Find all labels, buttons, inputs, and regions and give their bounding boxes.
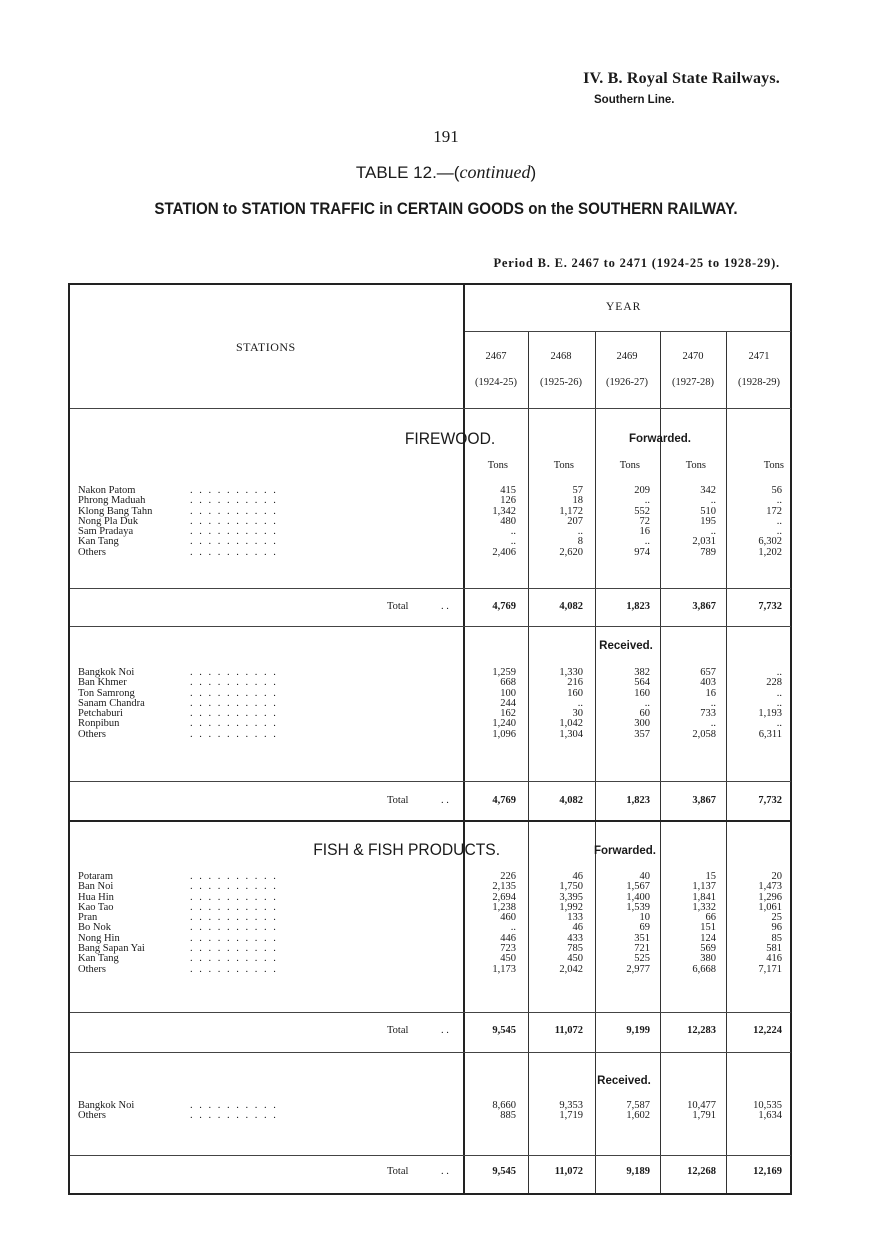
total-value: 4,769 [492,795,516,806]
value-column-2 [523,872,583,975]
table-title-continued: continued [459,162,531,182]
leader-dot-row: . . . . . . . . . . [190,1100,278,1111]
table-cell: 2,694 [492,891,516,903]
station-name: Sanam Chandra [78,697,145,709]
value-column-5 [722,1101,782,1122]
table-cell: 10,477 [687,1100,716,1111]
total-value: 12,224 [753,1025,782,1036]
table-cell: 10 [639,912,650,924]
table-cell: 6,302 [758,536,782,548]
table-cell: 18 [572,495,583,507]
table-cell: 1,719 [559,1110,583,1122]
table-cell: 2,135 [492,881,516,893]
station-name: Potaram [78,871,113,882]
table-cell: 30 [572,708,583,720]
leader-dot-row: . . . . . . . . . . [190,677,278,689]
leader-dot-row: . . . . . . . . . . [190,515,278,527]
station-name: Pran [78,912,98,924]
table-cell: 357 [634,728,650,740]
table-cell: 1,602 [626,1110,650,1122]
value-column-1 [456,872,516,975]
table-cell: .. [644,536,650,548]
table-cell: 450 [500,953,516,965]
table-cell: 789 [700,546,716,558]
table-cell: 69 [639,922,650,934]
total-value: 11,072 [554,1166,583,1177]
table-cell: 2,620 [559,546,583,558]
span-1925-26: (1925-26) [540,377,582,388]
unit-col4: Tons [685,460,706,471]
total-value: 4,082 [559,601,583,612]
value-column-3 [590,668,650,740]
table-cell: 525 [634,953,650,965]
total-value: 3,867 [692,795,716,806]
table-cell: 57 [572,485,583,496]
table-cell: 16 [639,526,650,538]
span-1924-25: (1924-25) [475,377,517,388]
station-name: Others [78,1110,106,1122]
table-cell: 1,096 [492,728,516,740]
table-cell: 552 [634,505,650,517]
leader-dot-row: . . . . . . . . . . [190,953,278,965]
table-cell: 1,238 [492,901,516,913]
page-number: 191 [433,127,459,146]
table-cell: 16 [705,687,716,699]
leader-dot-row: . . . . . . . . . . [190,687,278,699]
table-cell: 1,202 [758,546,782,558]
station-name: Ban Khmer [78,677,127,689]
leader-dots [190,486,278,558]
table-cell: .. [710,495,716,507]
table-cell: 450 [567,953,583,965]
table-cell: .. [776,697,782,709]
table-cell: 2,031 [692,536,716,548]
total-dots: . . [441,1025,449,1036]
period-line: Period B. E. 2467 to 2471 (1924-25 to 1928-29). [493,256,780,270]
table-cell: 72 [639,515,650,527]
leader-dot-row: . . . . . . . . . . [190,728,278,740]
station-names [78,486,152,558]
table-cell: 974 [634,546,650,558]
table-cell: .. [776,667,782,678]
table-cell: 228 [766,677,782,689]
table-subtitle: STATION to STATION TRAFFIC in CERTAIN GOODS on the SOUTHERN RAILWAY. [154,200,738,218]
table-cell: 415 [500,485,516,496]
total-value: 1,823 [626,601,650,612]
leader-dots [190,1101,278,1122]
table-cell: 6,311 [758,728,782,740]
total-value: 4,769 [492,601,516,612]
leader-dot-row: . . . . . . . . . . [190,963,278,975]
leader-dot-row: . . . . . . . . . . [190,881,278,893]
value-column-1 [456,486,516,558]
total-value: 3,867 [692,601,716,612]
table-cell: 60 [639,708,650,720]
leader-dot-row: . . . . . . . . . . [190,912,278,924]
table-cell: .. [510,922,516,934]
table-cell: 668 [500,677,516,689]
value-column-3 [590,486,650,558]
leader-dot-row: . . . . . . . . . . [190,943,278,955]
table-cell: 162 [500,708,516,720]
firewood-forwarded-label: Forwarded. [629,433,691,445]
leader-dot-row: . . . . . . . . . . [190,546,278,558]
table-cell: .. [577,697,583,709]
table-cell: 20 [771,871,782,882]
table-cell: 1,992 [559,901,583,913]
table-cell: 1,539 [626,901,650,913]
station-name: Ban Noi [78,881,114,893]
table-cell: 160 [567,687,583,699]
table-cell: 1,750 [559,881,583,893]
leader-dot-row: . . . . . . . . . . [190,891,278,903]
table-cell: 1,634 [758,1110,782,1122]
value-column-2 [523,1101,583,1122]
leader-dot-row: . . . . . . . . . . [190,667,278,678]
total-value: 9,189 [626,1166,650,1177]
table-cell: 226 [500,871,516,882]
table-cell: 733 [700,708,716,720]
span-1927-28: (1927-28) [672,377,714,388]
value-column-1 [456,668,516,740]
unit-col5: Tons [763,460,784,471]
station-name: Bang Sapan Yai [78,943,145,955]
station-name: Bo Nok [78,922,111,934]
leader-dot-row: . . . . . . . . . . [190,1110,278,1122]
table-cell: 569 [700,943,716,955]
leader-dot-row: . . . . . . . . . . [190,485,278,496]
table-cell: 216 [567,677,583,689]
value-column-3 [590,872,650,975]
table-cell: 2,406 [492,546,516,558]
total-value: 7,732 [758,601,782,612]
leader-dot-row: . . . . . . . . . . [190,536,278,548]
table-cell: .. [644,697,650,709]
station-name: Bangkok Noi [78,667,135,678]
leader-dots [190,668,278,740]
table-cell: 46 [572,922,583,934]
table-cell: 1,259 [492,667,516,678]
station-name: Kao Tao [78,901,114,913]
leader-dot-row: . . . . . . . . . . [190,932,278,944]
leader-dot-row: . . . . . . . . . . [190,922,278,934]
station-name: Others [78,728,106,740]
span-1926-27: (1926-27) [606,377,648,388]
station-name: Kan Tang [78,536,119,548]
table-cell: 723 [500,943,516,955]
station-name: Ronpibun [78,718,120,730]
table-cell: .. [710,697,716,709]
table-cell: 564 [634,677,650,689]
station-name: Ton Samrong [78,687,135,699]
firewood-title: FIREWOOD. [404,429,495,448]
total-value: 12,268 [687,1166,716,1177]
table-cell: 382 [634,667,650,678]
year-2468: 2468 [550,351,572,362]
leader-dot-row: . . . . . . . . . . [190,505,278,517]
fish-forwarded-label: Forwarded. [594,845,656,857]
year-2471: 2471 [748,351,770,362]
table-cell: .. [776,495,782,507]
station-name: Phrong Maduah [78,495,146,507]
total-dots: . . [441,795,449,806]
total-value: 12,283 [687,1025,716,1036]
value-column-4 [656,486,716,558]
fish-title: FISH & FISH PRODUCTS. [313,840,500,859]
firewood-forwarded-total-label: Total [387,601,409,612]
value-column-3 [590,1101,650,1122]
total-dots: . . [441,1166,449,1177]
table-cell: 56 [771,485,782,496]
unit-col1: Tons [487,460,508,471]
table-cell: 1,061 [758,901,782,913]
table-cell: .. [776,526,782,538]
leader-dots [190,872,278,975]
table-cell: 1,173 [492,963,516,975]
table-cell: 124 [700,932,716,944]
total-value: 1,823 [626,795,650,806]
table-cell: .. [776,515,782,527]
table-cell: 403 [700,677,716,689]
table-cell: 1,296 [758,891,782,903]
fish-forwarded-total-label: Total [387,1025,409,1036]
table-cell: .. [776,718,782,730]
station-name: Nakon Patom [78,485,136,496]
station-name: Bangkok Noi [78,1100,135,1111]
table-cell: 195 [700,515,716,527]
table-cell: .. [510,526,516,538]
table-cell: 380 [700,953,716,965]
table-cell: 1,567 [626,881,650,893]
table-cell: 1,342 [492,505,516,517]
firewood-received-label: Received. [599,640,653,652]
station-name: Hua Hin [78,891,114,903]
table-title-suffix: ) [530,163,537,182]
year-header: YEAR [606,301,642,313]
station-name: Others [78,963,106,975]
table-cell: 46 [572,871,583,882]
leader-dot-row: . . . . . . . . . . [190,526,278,538]
table-cell: 2,042 [559,963,583,975]
table-cell: .. [776,687,782,699]
table-cell: 1,841 [692,891,716,903]
rule-fw-recv-total-top [70,781,791,782]
leader-dot-row: . . . . . . . . . . [190,901,278,913]
total-value: 7,732 [758,795,782,806]
station-name: Petchaburi [78,708,123,720]
table-cell: 25 [771,912,782,924]
total-value: 11,072 [554,1025,583,1036]
table-cell: 1,473 [758,881,782,893]
table-cell: 1,240 [492,718,516,730]
total-value: 12,169 [753,1166,782,1177]
table-cell: 96 [771,922,782,934]
value-column-5 [722,668,782,740]
value-column-4 [656,872,716,975]
table-title [0,162,892,183]
table-cell: 133 [567,912,583,924]
stations-header: STATIONS [236,340,296,354]
table-cell: 244 [500,697,516,709]
rule-fish-total-top [70,1012,791,1013]
table-cell: .. [710,526,716,538]
table-cell: 885 [500,1110,516,1122]
fish-received-total-label: Total [387,1166,409,1177]
table-cell: 172 [766,505,782,517]
unit-col3: Tons [619,460,640,471]
table-cell: 300 [634,718,650,730]
value-column-1 [456,1101,516,1122]
rule-section-divider [70,820,791,822]
table-cell: 100 [500,687,516,699]
table-cell: 1,172 [559,505,583,517]
year-2470: 2470 [682,351,704,362]
table-cell: .. [710,718,716,730]
table-cell: 66 [705,912,716,924]
rule-col4-right [726,332,727,1193]
leader-dot-row: . . . . . . . . . . [190,708,278,720]
rule-fish-recv-total-top [70,1155,791,1156]
rule-fish-total-bottom [70,1052,791,1053]
table-cell: 3,395 [559,891,583,903]
table-cell: 8,660 [492,1100,516,1111]
station-names [78,668,145,740]
total-dots: . . [441,601,449,612]
table-cell: 480 [500,515,516,527]
fish-received-label: Received. [597,1075,651,1087]
station-name: Nong Hin [78,932,120,944]
value-column-5 [722,486,782,558]
leader-dot-row: . . . . . . . . . . [190,697,278,709]
table-cell: 40 [639,871,650,882]
year-2469: 2469 [616,351,638,362]
table-cell: 460 [500,912,516,924]
table-cell: 1,137 [692,881,716,893]
value-column-4 [656,668,716,740]
table-title-prefix: TABLE 12.—( [355,163,460,182]
table-cell: 7,587 [626,1100,650,1111]
table-cell: 342 [700,485,716,496]
rule-year-bottom [465,331,791,332]
table-cell: 1,304 [559,728,583,740]
rule-fw-total-bottom [70,626,791,627]
table-cell: 581 [766,943,782,955]
table-cell: .. [577,526,583,538]
station-names [78,1101,134,1122]
leader-dot-row: . . . . . . . . . . [190,871,278,882]
value-column-2 [523,486,583,558]
leader-dot-row: . . . . . . . . . . [190,718,278,730]
table-cell: 1,400 [626,891,650,903]
station-name: Klong Bang Tahn [78,505,153,517]
line-subheading: Southern Line. [594,94,675,106]
table-cell: 6,668 [692,963,716,975]
firewood-received-total-label: Total [387,795,409,806]
total-value: 9,545 [492,1166,516,1177]
table-cell: 510 [700,505,716,517]
table-cell: 207 [567,515,583,527]
table-cell: .. [644,495,650,507]
value-column-2 [523,668,583,740]
leader-dot-row: . . . . . . . . . . [190,495,278,507]
table-cell: 1,330 [559,667,583,678]
table-cell: 1,332 [692,901,716,913]
table-cell: 1,193 [758,708,782,720]
table-cell: 151 [700,922,716,934]
table-cell: 351 [634,932,650,944]
value-column-5 [722,872,782,975]
table-cell: 9,353 [559,1100,583,1111]
table-cell: 446 [500,932,516,944]
table-cell: 8 [577,536,583,548]
table-cell: 416 [766,953,782,965]
station-name: Sam Pradaya [78,526,134,538]
total-value: 9,545 [492,1025,516,1036]
station-name: Nong Pla Duk [78,515,139,527]
table-cell: 2,058 [692,728,716,740]
table-cell: 785 [567,943,583,955]
table-cell: 15 [705,871,716,882]
year-2467: 2467 [485,351,507,362]
table-cell: 1,791 [692,1110,716,1122]
station-names [78,872,145,975]
station-name: Others [78,546,106,558]
table-cell: 7,171 [758,963,782,975]
table-cell: 209 [634,485,650,496]
table-cell: 657 [700,667,716,678]
table-cell: 1,042 [559,718,583,730]
table-cell: .. [510,536,516,548]
total-value: 4,082 [559,795,583,806]
table-cell: 10,535 [753,1100,782,1111]
table-cell: 2,977 [626,963,650,975]
station-name: Kan Tang [78,953,119,965]
railway-heading: IV. B. Royal State Railways. [583,70,780,87]
table-cell: 160 [634,687,650,699]
rule-header-bottom [70,408,791,409]
table-cell: 126 [500,495,516,507]
table-cell: 85 [771,932,782,944]
unit-col2: Tons [553,460,574,471]
rule-fw-total-top [70,588,791,589]
span-1928-29: (1928-29) [738,377,780,388]
table-cell: 433 [567,932,583,944]
value-column-4 [656,1101,716,1122]
total-value: 9,199 [626,1025,650,1036]
table-cell: 721 [634,943,650,955]
